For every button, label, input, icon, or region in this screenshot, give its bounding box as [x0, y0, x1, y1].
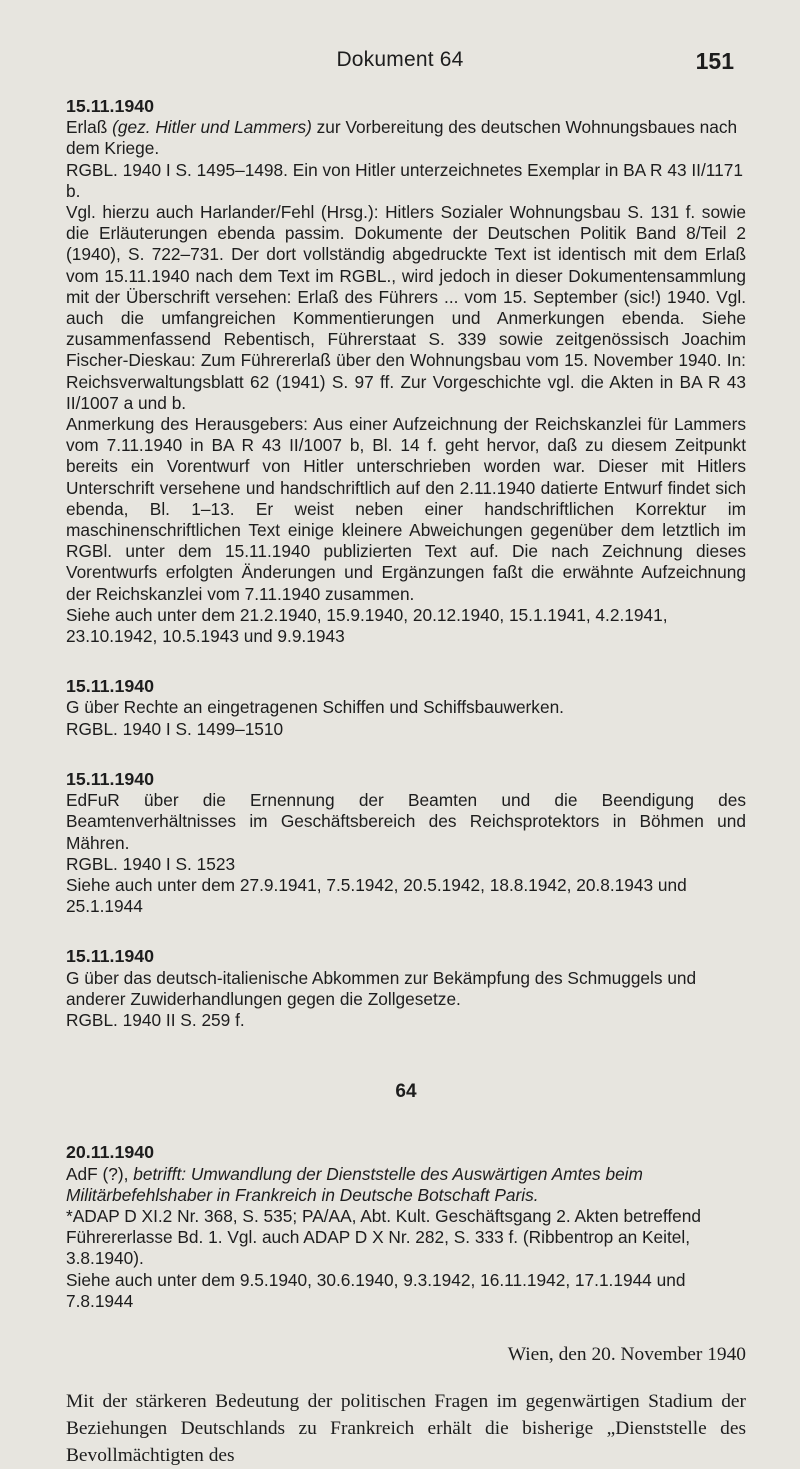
- document-entry: [66, 1142, 746, 1312]
- entry-title: EdFuR über die Ernennung der Beamten und die Beendigung des Beamtenverhältnisses im Geschäftsbereich des Reichsprotektors in Böhmen und Mähren.: [66, 790, 746, 853]
- entry-title-prefix: Erlaß: [66, 117, 113, 138]
- entry-source: RGBL. 1940 I S. 1499–1510: [66, 718, 284, 739]
- letter-body: Mit der stärkeren Bedeutung der politischen Fragen im gegenwärtigen Stadium der Beziehungen Deutschlands zu Frankreich erhält die bisherige „Dienststelle des Bevollmächtigten des: [66, 1390, 746, 1466]
- entry-see-also: Siehe auch unter dem 21.2.1940, 15.9.1940, 20.12.1940, 15.1.1941, 4.2.1941, 23.10.1942, 10.5.1943 und 9.9.1943: [66, 604, 668, 647]
- entry-see-also: Siehe auch unter dem 27.9.1941, 7.5.1942, 20.5.1942, 18.8.1942, 20.8.1943 und 25.1.1944: [66, 874, 687, 917]
- letter-place-date: Wien, den 20. November 1940: [507, 1343, 746, 1365]
- entry-source: RGBL. 1940 I S. 1523: [66, 853, 236, 874]
- entry-date: 15.11.1940: [66, 96, 155, 116]
- letter-text: [66, 1341, 746, 1469]
- entry-note: Vgl. hierzu auch Harlander/Fehl (Hrsg.): Hitlers Sozialer Wohnungsbau S. 131 f. sowie die Erläuterungen ebenda passim. Dokumente der Deutschen Politik Band 8/Teil 2 (1940), S. 722–731. Der dort vollständig abgedruckte Text ist identisch mit dem Erlaß vom 15.11.1940 nach dem Text im RGBL., wird jedoch in dieser Dokumentensammlung mit der Überschrift versehen: Erlaß des Führers ... vom 15. September (sic!) 1940. Vgl. auch die umfangreichen Kommentierungen und Anmerkungen ebenda. Siehe zusammenfassend Rebentisch, Führerstaat S. 339 sowie zeitgenössisch Joachim Fischer-Dieskau: Zum Führererlaß über den Wohnungsbau vom 15. November 1940. In: Reichsverwaltungsblatt 62 (1941) S. 97 ff. Zur Vorgeschichte vgl. die Akten in BA R 43 II/1007 a und b.: [66, 202, 746, 413]
- entry-source: RGBL. 1940 I S. 1495–1498. Ein von Hitler unterzeichnetes Exemplar in BA R 43 II/1171 b.: [66, 159, 743, 201]
- page-number: 151: [695, 48, 734, 74]
- entry-see-also: Siehe auch unter dem 9.5.1940, 30.6.1940, 9.3.1942, 16.11.1942, 17.1.1944 und 7.8.1944: [66, 1269, 686, 1311]
- entry-title: [66, 117, 746, 159]
- entry-title-italic: betrifft: Umwandlung der Dienststelle des Auswärtigen Amtes beim Militärbefehlshaber in Frankreich in Deutsche Botschaft Paris.: [66, 1163, 643, 1205]
- entry-date: 15.11.1940: [66, 768, 155, 789]
- entry-title: G über das deutsch-italienische Abkommen zur Bekämpfung des Schmuggels und anderer Zuwiderhandlungen gegen die Zollgesetze.: [66, 967, 697, 1009]
- document-number: 64: [395, 1081, 417, 1103]
- entry-remark: Anmerkung des Herausgebers: Aus einer Aufzeichnung der Reichskanzlei für Lammers vom 7.11.1940 in BA R 43 II/1007 b, Bl. 14 f. geht hervor, daß zu diesem Zeitpunkt bereits ein Vorentwurf von Hitler unterschrieben worden war. Dieser mit Hitlers Unterschrift versehene und handschriftlich auf den 2.11.1940 datierte Entwurf findet sich ebenda, Bl. 1–13. Er weist neben einer handschriftlichen Korrektur im maschinenschriftlichen Text einige kleinere Abweichungen gegenüber dem letztlich im RGBl. unter dem 15.11.1940 publizierten Text auf. Die nach Zeichnung dieses Vorentwurfs erfolgten Änderungen und Ergänzungen faßt die erwähnte Aufzeichnung der Reichskanzlei vom 7.11.1940 zusammen.: [66, 414, 746, 604]
- entry-title-prefix: AdF (?),: [66, 1163, 134, 1184]
- entry-source: *ADAP D XI.2 Nr. 368, S. 535; PA/AA, Abt. Kult. Geschäftsgang 2. Akten betreffend Führererlasse Bd. 1. Vgl. auch ADAP D X Nr. 282, S. 333 f. (Ribbentrop an Keitel, 3.8.1940).: [66, 1205, 701, 1269]
- entry-source: RGBL. 1940 II S. 259 f.: [66, 1009, 245, 1030]
- entry-title: [66, 1164, 746, 1206]
- running-title: Dokument 64: [336, 48, 464, 71]
- entry-wohnungsbau: [66, 96, 746, 647]
- entry-date: 15.11.1940: [66, 676, 155, 697]
- entry-schmuggel: [66, 946, 746, 1031]
- entry-title-suffix: zur Vorbereitung des deutschen Wohnungsbaues nach dem Kriege.: [66, 117, 738, 159]
- entry-title-italic: (gez. Hitler und Lammers): [112, 117, 312, 138]
- entries-list: [66, 96, 746, 1469]
- entry-title: G über Rechte an eingetragenen Schiffen und Schiffsbauwerken.: [66, 697, 564, 718]
- entry-beamte: [66, 769, 746, 917]
- entry-date: 20.11.1940: [66, 1142, 155, 1163]
- entry-schiffe: [66, 676, 746, 740]
- entry-date: 15.11.1940: [66, 946, 155, 967]
